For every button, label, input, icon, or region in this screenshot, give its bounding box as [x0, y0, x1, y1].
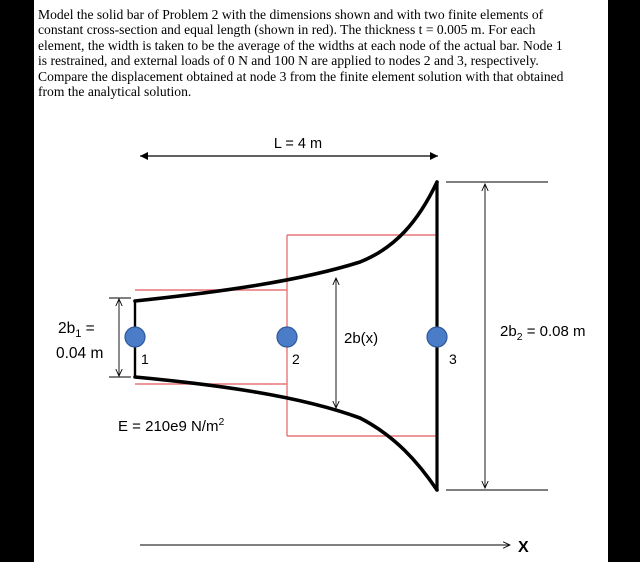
problem-line: from the analytical solution. [38, 84, 192, 100]
left-width-value: 0.04 m [56, 345, 104, 362]
right-width-label: $2b_2 = 0.08$ m [500, 323, 586, 343]
node-3-label: 3 [449, 351, 457, 367]
node-1-label: 1 [141, 351, 149, 367]
problem-line: Compare the displacement obtained at node 3 from the finite element solution with that obtained [38, 68, 564, 84]
problem-line: is restrained, and external loads of 0 N and 100 N are applied to nodes 2 and 3, respectively. [38, 53, 539, 69]
modulus-label: E = 210e9 $N/m^2$ [118, 416, 225, 435]
length-label: L = 4 m [273, 136, 323, 152]
element-1-outline [135, 290, 287, 384]
node-3 [427, 327, 447, 347]
node-1 [125, 327, 145, 347]
left-width-label: $2b_1$ = [58, 320, 95, 340]
problem-line: Model the solid bar of Problem 2 with the dimensions shown and with two finite elements of [38, 7, 544, 22]
problem-line: constant cross-section and equal length (shown in red). The thickness t = 0.005 m. For each [38, 22, 536, 38]
problem-line: element, the width is taken to be the average of the widths at each node of the actual bar. Node 1 [38, 37, 563, 53]
mid-width-label: 2b(x) [344, 330, 379, 347]
x-axis-label: X [518, 539, 529, 556]
node-2-label: 2 [292, 351, 300, 367]
node-2 [277, 327, 297, 347]
